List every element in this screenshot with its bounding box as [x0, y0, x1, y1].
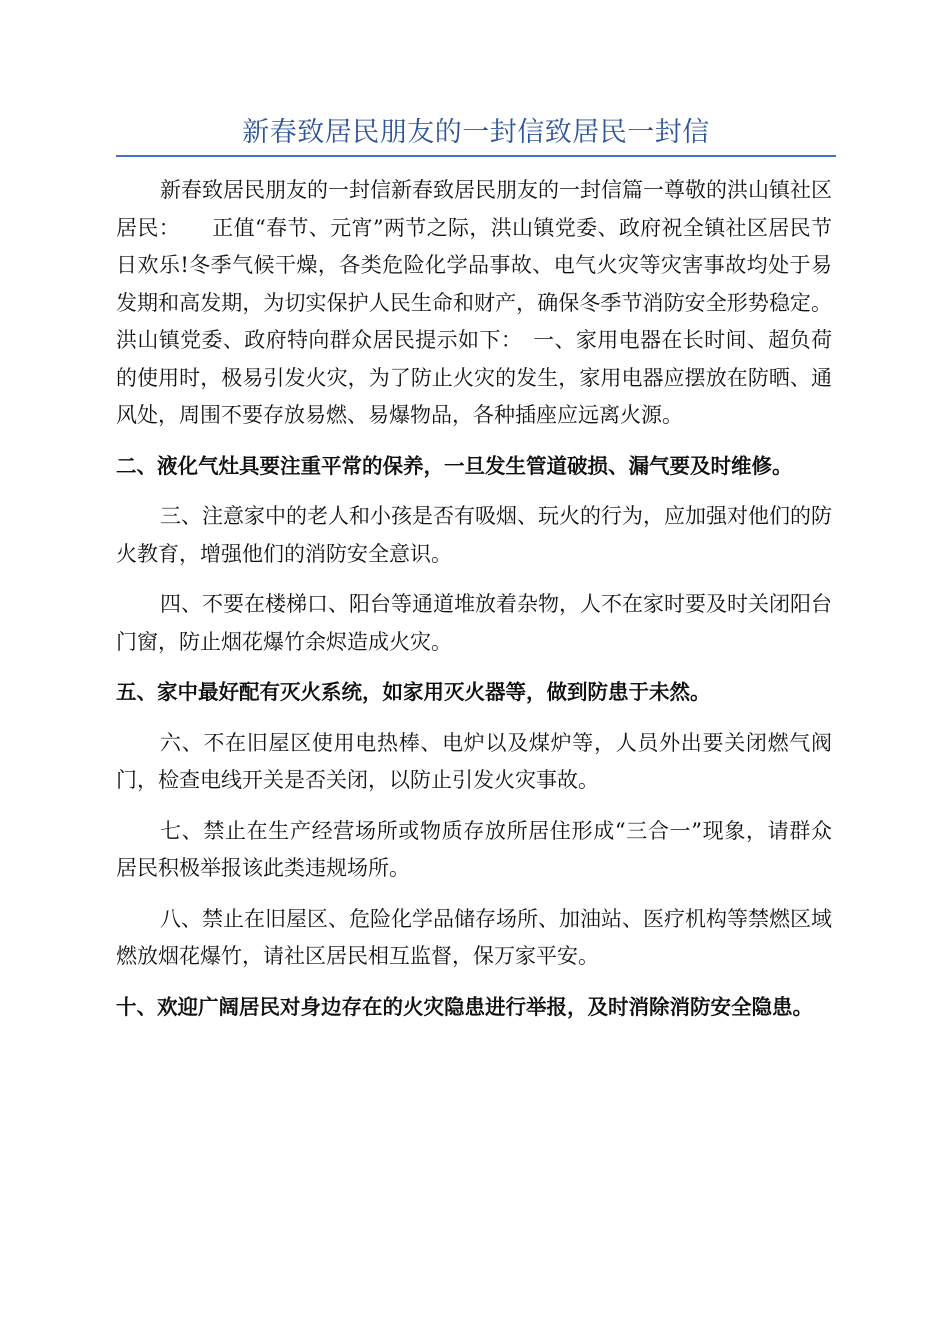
title-underline — [116, 155, 836, 157]
paragraph-item-5: 五、家中最好配有灭火系统，如家用灭火器等，做到防患于未然。 — [116, 680, 711, 704]
document-body — [116, 172, 832, 1039]
paragraph-item-7: 七、禁止在生产经营场所或物质存放所居住形成“三合一”现象，请群众居民积极举报该此类违规场所。 — [116, 818, 832, 880]
paragraph-item-3: 三、注意家中的老人和小孩是否有吸烟、玩火的行为，应加强对他们的防火教育，增强他们的消防安全意识。 — [116, 504, 832, 566]
paragraph-item-2: 二、液化气灶具要注重平常的保养，一旦发生管道破损、漏气要及时维修。 — [116, 453, 793, 478]
paragraph-item-10: 十、欢迎广阔居民对身边存在的火灾隐患进行举报，及时消除消防安全隐患。 — [116, 994, 813, 1019]
paragraph-item-6: 六、不在旧屋区使用电热棒、电炉以及煤炉等，人员外出要关闭燃气阀门，检查电线开关是否关闭，以防止引发火灾事故。 — [116, 730, 832, 792]
document-title: 新春致居民朋友的一封信致居民一封信 — [242, 117, 710, 148]
paragraph-intro: 新春致居民朋友的一封信新春致居民朋友的一封信篇一尊敬的洪山镇社区居民： 正值“春节、元宵”两节之际，洪山镇党委、政府祝全镇社区居民节日欢乐!冬季气候干燥，各类危险化学品事故、电气火灾等灾害事故均处于易发期和高发期，为切实保护人民生命和财产，确保冬季节消防安全形势稳定。洪山镇党委、政府特向群众居民提示如下： 一、家用电器在长时间、超负荷的使用时，极易引发火灾，为了防止火灾的发生，家用电器应摆放在防晒、通风处，周围不要存放易燃、易爆物品，各种插座应远离火源。 — [116, 178, 832, 427]
paragraph-item-8: 八、禁止在旧屋区、危险化学品储存场所、加油站、医疗机构等禁燃区域燃放烟花爆竹，请社区居民相互监督，保万家平安。 — [116, 906, 832, 968]
paragraph-item-4: 四、不要在楼梯口、阳台等通道堆放着杂物，人不在家时要及时关闭阳台门窗，防止烟花爆竹余烬造成火灾。 — [116, 592, 832, 654]
